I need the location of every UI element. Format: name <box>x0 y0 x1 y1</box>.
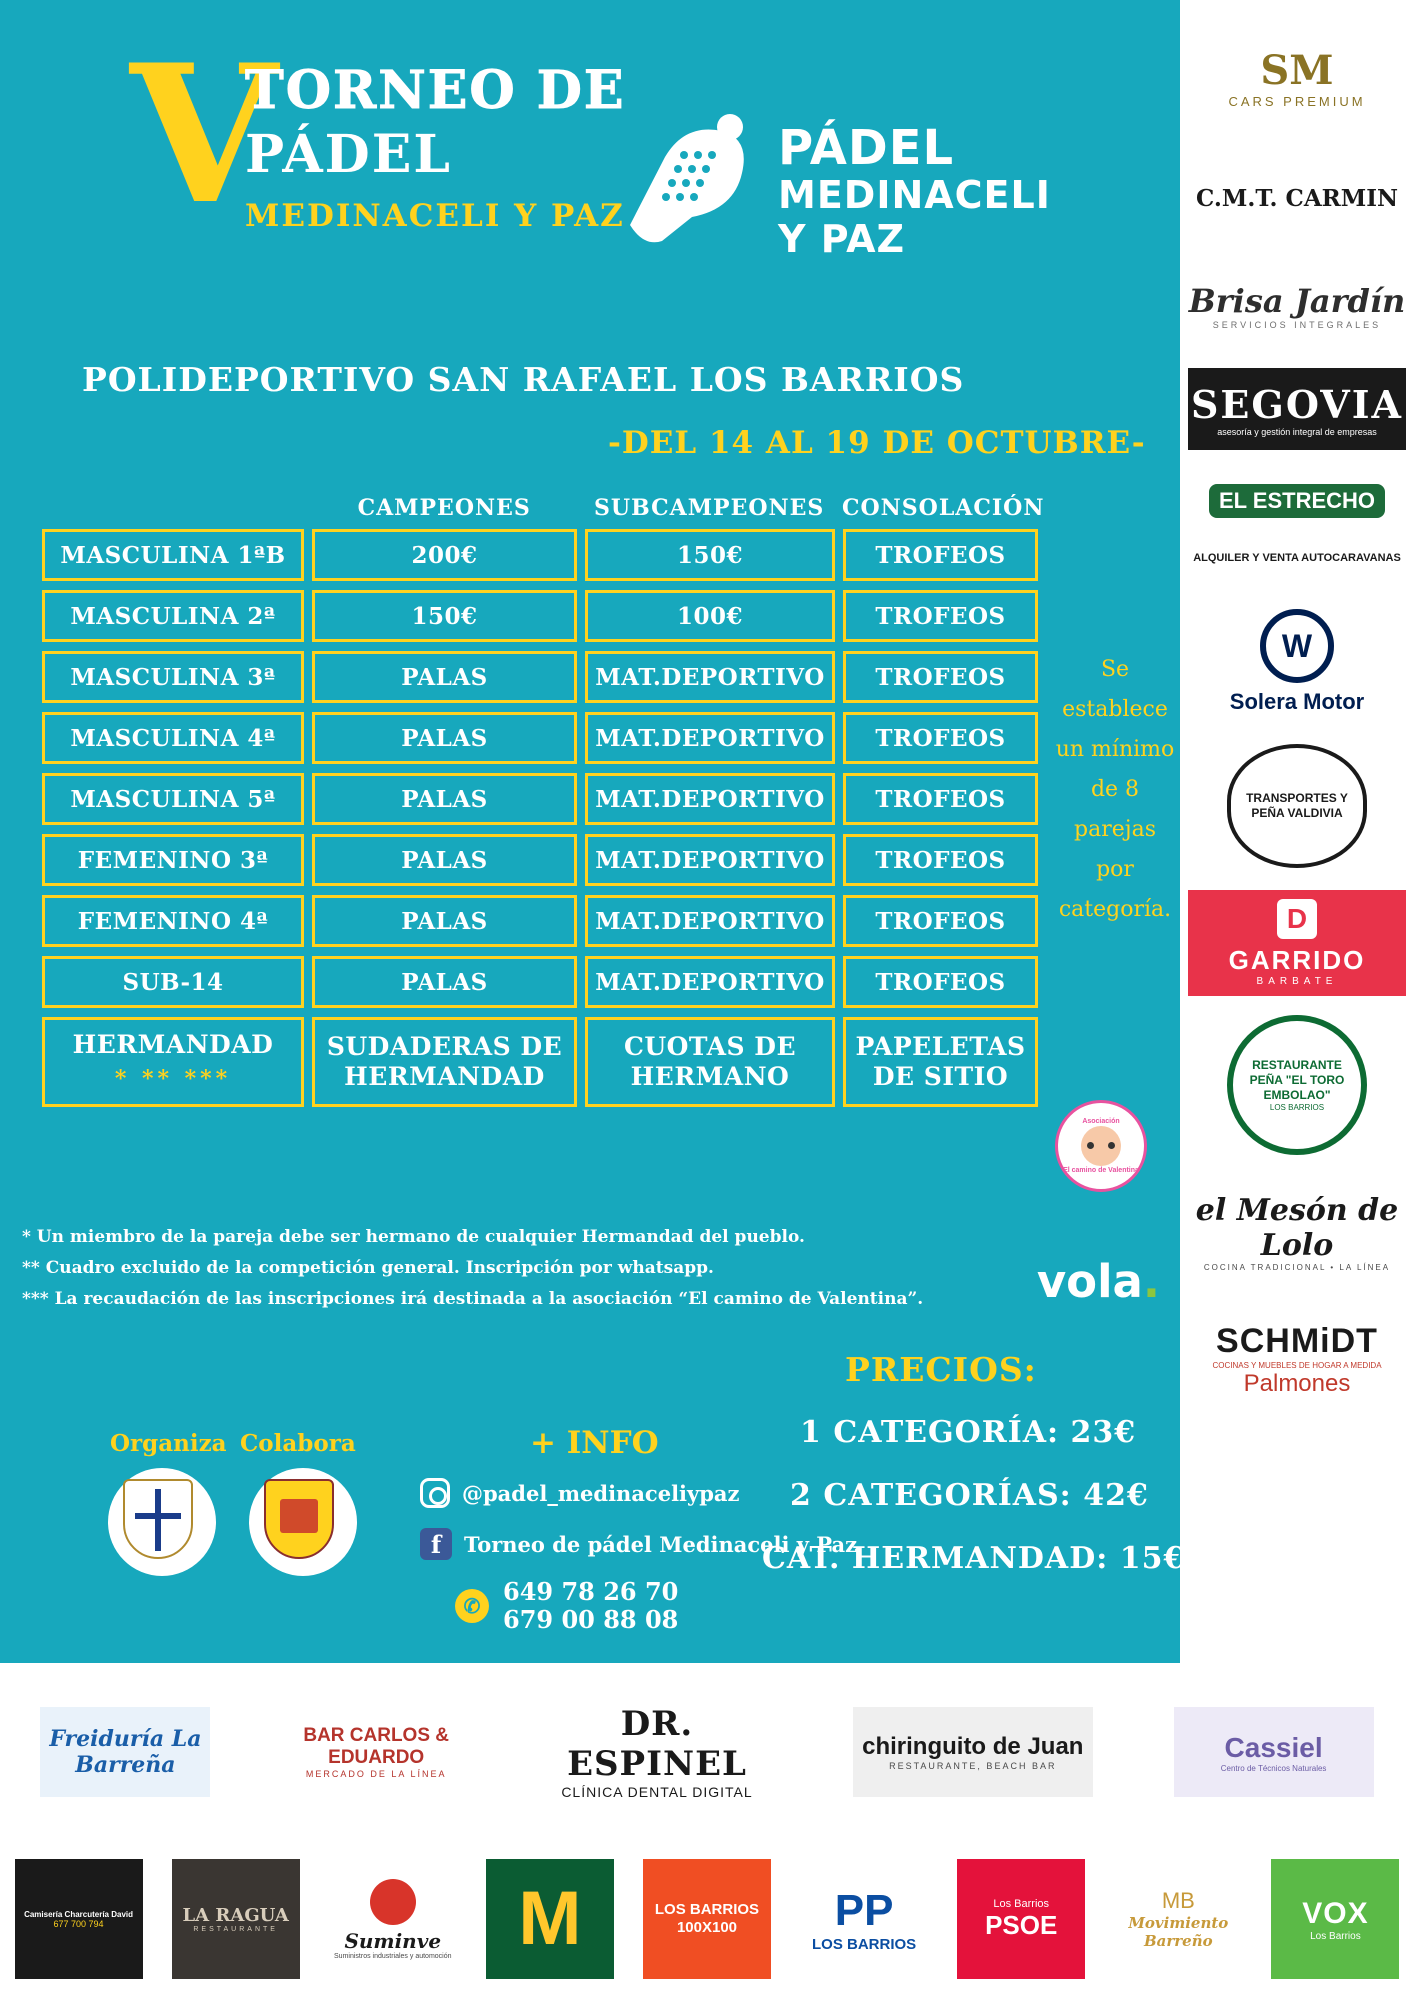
sponsor-la-ragua <box>172 1859 300 1979</box>
sponsor-vox-los-barrios <box>1271 1859 1399 1979</box>
table-row <box>42 651 1042 703</box>
sponsor-cmt-carmin <box>1188 152 1406 244</box>
valentina-association-logo <box>1055 1100 1147 1192</box>
row-consolacion: TROFEOS <box>843 529 1038 581</box>
row-campeones: PALAS <box>312 895 577 947</box>
column-header-subcampeones: SUBCAMPEONES <box>594 495 825 521</box>
sponsor-sub: LOS BARRIOS <box>812 1935 917 1953</box>
sponsor-chiringuito-de-juan <box>853 1707 1093 1797</box>
table-row <box>42 895 1042 947</box>
row-campeones: PALAS <box>312 712 577 764</box>
sponsor-charcuteria-david <box>15 1859 143 1979</box>
sponsor-los-barrios-100x100 <box>643 1859 771 1979</box>
logo-line-1: PÁDEL <box>778 120 955 176</box>
sponsor-name: PSOE <box>985 1909 1058 1940</box>
sponsor-toro-embolao <box>1188 1010 1406 1160</box>
info-title: + INFO <box>530 1425 659 1461</box>
sponsor-name: LOS BARRIOS 100X100 <box>654 1901 760 1936</box>
row-subcampeones: MAT.DEPORTIVO <box>585 956 835 1008</box>
table-row <box>42 712 1042 764</box>
vola-dot: . <box>1142 1255 1160 1308</box>
sponsor-name: TRANSPORTES Y PEÑA VALDIVIA <box>1246 791 1348 820</box>
phone-icon: ✆ <box>455 1589 489 1623</box>
dates-text: -DEL 14 AL 19 DE OCTUBRE- <box>608 425 1146 461</box>
footnote-2: ** Cuadro excluido de la competición general. Inscripción por whatsapp. <box>22 1258 714 1278</box>
price-item-1: 1 CATEGORÍA: 23€ <box>800 1415 1137 1450</box>
padel-racket-icon <box>610 105 760 255</box>
row-subcampeones: 100€ <box>585 590 835 642</box>
golden-arches-icon: M <box>518 1876 582 1961</box>
sponsor-transportes-valdivia <box>1188 736 1406 876</box>
sponsor-meson-de-lolo <box>1188 1178 1406 1286</box>
sponsor-sub: Los Barrios <box>1310 1930 1361 1942</box>
sponsor-solera-motor <box>1188 598 1406 726</box>
toro-emblem <box>1227 1015 1367 1155</box>
row-subcampeones: 150€ <box>585 529 835 581</box>
sponsor-sub: BARBATE <box>1256 976 1338 987</box>
sponsor-pp-los-barrios <box>800 1859 928 1979</box>
sponsor-band-1 <box>0 1672 1414 1832</box>
sponsor-sub: MB <box>1161 1888 1195 1913</box>
instagram-handle: @padel_medinaceliypaz <box>462 1480 740 1506</box>
phone-number-1: 649 78 26 70 <box>503 1577 679 1606</box>
sponsor-sub: RESTAURANTE <box>193 1926 278 1933</box>
valdivia-emblem <box>1227 744 1367 868</box>
sponsor-name: SCHMiDT <box>1216 1322 1378 1360</box>
sponsor-sub2: Palmones <box>1243 1370 1351 1397</box>
sponsor-cassiel <box>1174 1707 1374 1797</box>
sponsor-name: Suminve <box>344 1928 442 1953</box>
row-category: MASCULINA 2ª <box>42 590 304 642</box>
row-subcampeones: MAT.DEPORTIVO <box>585 773 835 825</box>
vola-logo <box>1037 1255 1160 1308</box>
row-consolacion: TROFEOS <box>843 651 1038 703</box>
sponsor-name: VOX <box>1302 1896 1369 1930</box>
instagram-icon <box>420 1478 450 1508</box>
row-consolacion: TROFEOS <box>843 956 1038 1008</box>
sponsor-sub: RESTAURANTE, BEACH BAR <box>889 1761 1057 1771</box>
prize-table-header <box>312 495 1045 521</box>
baby-face-icon <box>1081 1126 1121 1166</box>
sponsor-name: el Mesón de Lolo <box>1195 1192 1399 1263</box>
padel-medinaceli-logo-text <box>778 120 1051 261</box>
column-header-campeones: CAMPEONES <box>357 495 531 521</box>
instagram-contact[interactable] <box>420 1478 739 1508</box>
hermandad-label: HERMANDAD <box>72 1030 274 1059</box>
sponsor-sub: MERCADO DE LA LÍNEA <box>305 1769 447 1779</box>
sponsor-el-estrecho <box>1188 458 1406 590</box>
edition-number: V <box>130 23 272 246</box>
table-row <box>42 590 1042 642</box>
sponsor-sub: CLÍNICA DENTAL DIGITAL <box>561 1784 753 1797</box>
ayuntamiento-crest-icon <box>249 1468 357 1576</box>
row-category: FEMENINO 4ª <box>42 895 304 947</box>
row-subcampeones: CUOTAS DE HERMANO <box>585 1017 835 1107</box>
sponsor-sub: Los Barrios <box>993 1897 1050 1910</box>
title-line-3: MEDINACELI Y PAZ <box>245 198 625 234</box>
row-consolacion: PAPELETAS DE SITIO <box>843 1017 1038 1107</box>
sponsor-garrido-barbate <box>1188 890 1406 996</box>
sponsor-sub: LOS BARRIOS <box>1269 1103 1325 1112</box>
suminve-mark-icon <box>370 1879 416 1925</box>
table-row <box>42 956 1042 1008</box>
sponsor-name: BAR CARLOS & EDUARDO <box>303 1725 450 1768</box>
footnote-3: *** La recaudación de las inscripciones irá destinada a la asociación “El camino de Valentina”. <box>22 1289 924 1309</box>
row-campeones: SUDADERAS DE HERMANDAD <box>312 1017 577 1107</box>
prize-table <box>42 495 1045 1116</box>
valentina-top-text: Asociación <box>1082 1118 1120 1125</box>
sponsor-name: SM <box>1260 47 1334 94</box>
row-category: MASCULINA 3ª <box>42 651 304 703</box>
sponsor-sub: COCINA TRADICIONAL • LA LÍNEA <box>1203 1262 1391 1272</box>
sponsor-name: SEGOVIA <box>1190 381 1404 427</box>
sponsor-sub: Suministros industriales y automoción <box>334 1952 452 1960</box>
phone-number-2: 679 00 88 08 <box>503 1605 679 1634</box>
sponsor-name: Freiduría La Barreña <box>49 1726 202 1778</box>
column-header-consolacion: CONSOLACIÓN <box>842 495 1045 521</box>
sponsor-name: PP <box>834 1885 894 1935</box>
sponsor-name: chiringuito de Juan <box>862 1733 1084 1760</box>
row-campeones: PALAS <box>312 956 577 1008</box>
phone-numbers <box>503 1578 678 1634</box>
row-campeones: PALAS <box>312 834 577 886</box>
valentina-bottom-text: El camino de Valentina <box>1063 1167 1139 1174</box>
padel-medinaceli-logo <box>610 105 1170 265</box>
footnote-1: * Un miembro de la pareja debe ser hermano de cualquier Hermandad del pueblo. <box>22 1227 805 1247</box>
colabora-label: Colabora <box>240 1430 356 1457</box>
sponsor-sub: asesoría y gestión integral de empresas <box>1217 426 1377 437</box>
sponsor-band-2 <box>0 1838 1414 2000</box>
logo-line-2: MEDINACELI <box>778 173 1051 217</box>
sponsor-sub: ALQUILER Y VENTA AUTOCARAVANAS <box>1193 552 1401 564</box>
sponsor-schmidt-palmones <box>1188 1300 1406 1420</box>
poster-title-block <box>245 60 626 234</box>
phone-contact[interactable] <box>455 1578 678 1634</box>
vola-word: vola <box>1036 1255 1143 1308</box>
title-line-1: TORNEO DE <box>245 60 626 121</box>
sponsor-sub: CARS PREMIUM <box>1228 94 1366 109</box>
sponsor-sub: Centro de Técnicos Naturales <box>1220 1763 1327 1773</box>
sponsor-dr-espinel <box>542 1707 772 1797</box>
row-campeones: PALAS <box>312 651 577 703</box>
sponsor-psoe-los-barrios <box>957 1859 1085 1979</box>
row-category: MASCULINA 4ª <box>42 712 304 764</box>
row-consolacion: TROFEOS <box>843 834 1038 886</box>
row-category: SUB-14 <box>42 956 304 1008</box>
sponsor-freiduria-la-barrena <box>40 1707 210 1797</box>
row-consolacion: TROFEOS <box>843 895 1038 947</box>
sponsor-name: LA RAGUA <box>182 1905 289 1926</box>
row-consolacion: TROFEOS <box>843 712 1038 764</box>
sponsor-segovia <box>1188 368 1406 450</box>
hermandad-stars: * ** *** <box>114 1066 232 1092</box>
sponsor-sub: SERVICIOS INTEGRALES <box>1212 320 1382 330</box>
row-campeones: PALAS <box>312 773 577 825</box>
volkswagen-icon: W <box>1260 609 1334 683</box>
row-subcampeones: MAT.DEPORTIVO <box>585 834 835 886</box>
sponsor-name: Brisa Jardín <box>1188 282 1406 320</box>
hermandad-crest-icon <box>108 1468 216 1576</box>
table-row-hermandad <box>42 1017 1042 1107</box>
price-item-3: CAT. HERMANDAD: 15€ <box>762 1541 1186 1576</box>
row-category <box>42 1017 304 1107</box>
row-category: MASCULINA 1ªB <box>42 529 304 581</box>
sponsor-sm-cars-premium <box>1188 12 1406 144</box>
sponsor-name: Camisería Charcutería David <box>24 1909 134 1919</box>
row-consolacion: TROFEOS <box>843 590 1038 642</box>
row-category: MASCULINA 5ª <box>42 773 304 825</box>
sponsor-name: EL ESTRECHO <box>1209 484 1385 518</box>
sponsor-bar-carlos-eduardo <box>291 1707 461 1797</box>
facebook-icon: f <box>420 1528 452 1560</box>
row-subcampeones: MAT.DEPORTIVO <box>585 895 835 947</box>
sponsor-name: RESTAURANTE PEÑA "EL TORO EMBOLAO" <box>1249 1058 1345 1102</box>
footnotes <box>22 1222 923 1315</box>
logo-line-3: Y PAZ <box>778 217 906 261</box>
sponsor-name: Cassiel <box>1224 1731 1323 1763</box>
sponsor-sub: 677 700 794 <box>53 1918 104 1929</box>
row-campeones: 200€ <box>312 529 577 581</box>
table-row <box>42 773 1042 825</box>
table-row <box>42 834 1042 886</box>
sponsor-suminve <box>329 1859 457 1979</box>
price-item-2: 2 CATEGORÍAS: 42€ <box>790 1478 1149 1513</box>
row-campeones: 150€ <box>312 590 577 642</box>
venue-text: POLIDEPORTIVO SAN RAFAEL LOS BARRIOS <box>82 360 965 399</box>
organiza-label: Organiza <box>110 1430 227 1457</box>
sponsor-name: Solera Motor <box>1229 689 1365 714</box>
sponsor-brisa-jardin <box>1188 252 1406 360</box>
garrido-mark-icon: D <box>1277 899 1317 939</box>
sponsor-mcdonalds <box>486 1859 614 1979</box>
sponsor-name: Movimiento Barreño <box>1128 1914 1229 1950</box>
minimum-pairs-note: Se establece un mínimo de 8 parejas por categoría. <box>1055 657 1175 922</box>
row-subcampeones: MAT.DEPORTIVO <box>585 712 835 764</box>
row-subcampeones: MAT.DEPORTIVO <box>585 651 835 703</box>
prices-title: PRECIOS: <box>845 1350 1037 1389</box>
table-row <box>42 529 1042 581</box>
sponsor-name: GARRIDO <box>1228 945 1366 975</box>
facebook-contact[interactable] <box>420 1528 857 1560</box>
title-line-2: PÁDEL <box>245 124 452 185</box>
crest-art-2 <box>264 1479 342 1565</box>
row-category: FEMENINO 3ª <box>42 834 304 886</box>
sponsor-movimiento-barreno <box>1114 1859 1242 1979</box>
sponsor-sub: COCINAS Y MUEBLES DE HOGAR A MEDIDA <box>1212 1361 1382 1370</box>
sponsor-name: DR. ESPINEL <box>567 1707 747 1784</box>
row-consolacion: TROFEOS <box>843 773 1038 825</box>
crest-art-1 <box>123 1479 201 1565</box>
facebook-page: Torneo de pádel Medinaceli y Paz <box>464 1531 858 1557</box>
sponsor-name: C.M.T. CARMIN <box>1195 184 1399 212</box>
